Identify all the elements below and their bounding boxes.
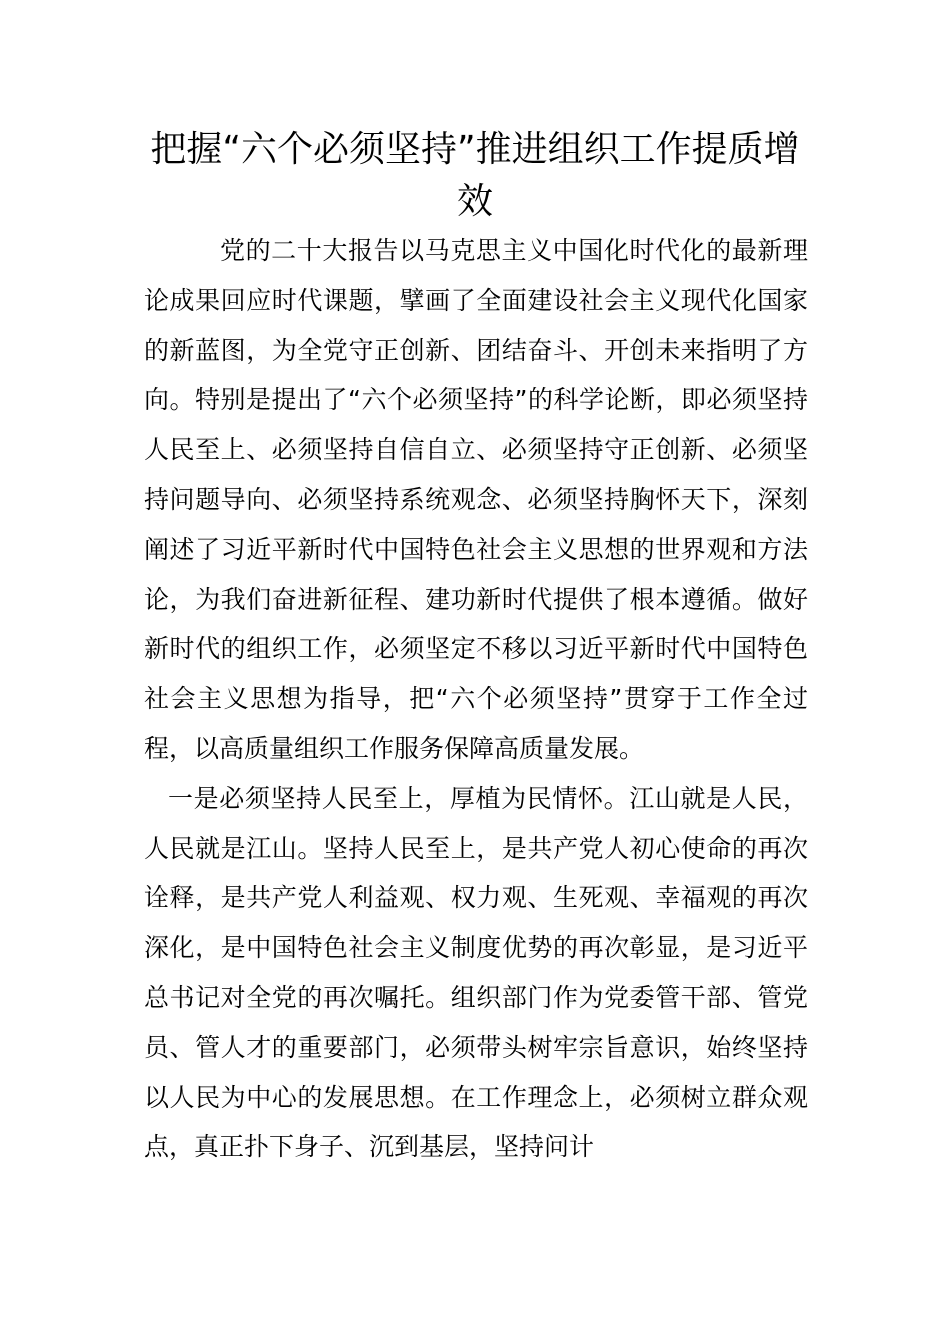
paragraph-people-first: 一是必须坚持人民至上，厚植为民情怀。江山就是人民，人民就是江山。坚持人民至上，是共产党人初心使命的再次诠释，是共产党人利益观、权力观、生死观、幸福观的再次深化，是中国特色社会主义制度优势的再次彰显，是习近平总书记对全党的再次嘱托。组织部门作为党委管干部、管党员、管人才的重要部门，必须带头树牢宗旨意识，始终坚持以人民为中心的发展思想。在工作理念上，必须树立群众观点，真正扑下身子、沉到基层，坚持问计 [144,783,808,1162]
document-body [144,226,808,1172]
paragraph-intro: 党的二十大报告以马克思主义中国化时代化的最新理论成果回应时代课题，擘画了全面建设社会主义现代化国家的新蓝图，为全党守正创新、团结奋斗、开创未来指明了方向。特别是提出了“六个必须坚持”的科学论断，即必须坚持人民至上、必须坚持自信自立、必须坚持守正创新、必须坚持问题导向、必须坚持系统观念、必须坚持胸怀天下，深刻阐述了习近平新时代中国特色社会主义思想的世界观和方法论，为我们奋进新征程、建功新时代提供了根本遵循。做好新时代的组织工作，必须坚定不移以习近平新时代中国特色社会主义思想为指导，把“六个必须坚持”贯穿于工作全过程，以高质量组织工作服务保障高质量发展。 [144,236,808,763]
document-title: 把握“六个必须坚持”推进组织工作提质增效 [150,129,800,222]
